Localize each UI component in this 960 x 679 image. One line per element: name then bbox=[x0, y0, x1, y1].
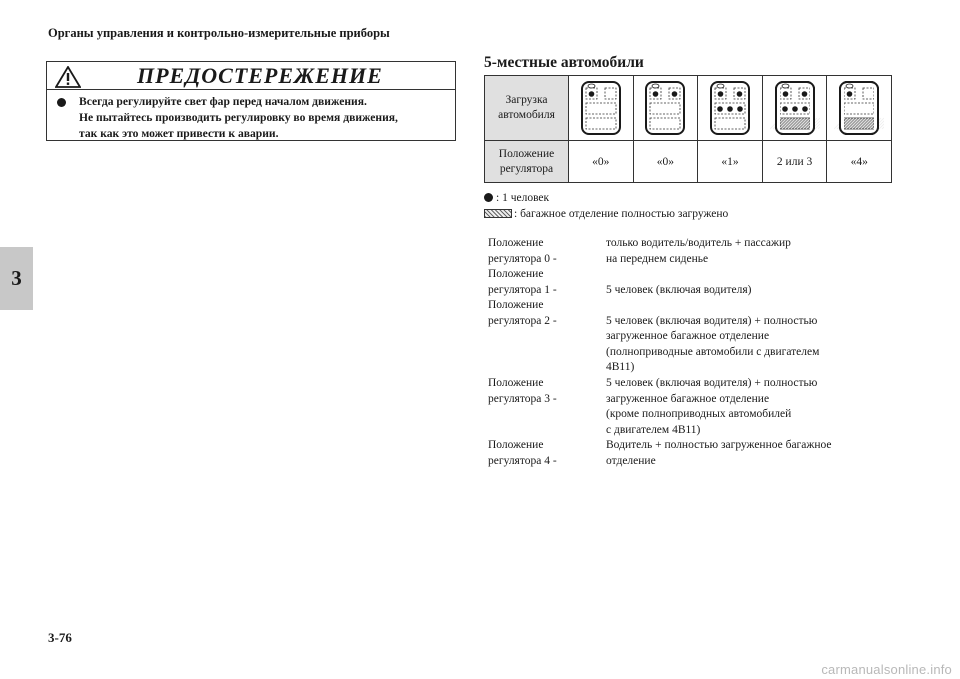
cargo-area bbox=[715, 118, 745, 129]
position-label-line: регулятора bbox=[499, 162, 554, 175]
position-value-line: на переднем сиденье bbox=[606, 252, 709, 265]
position-value-line: (кроме полноприводных автомобилей bbox=[606, 408, 792, 420]
position-value-text bbox=[606, 376, 896, 438]
position-value-line: только водитель/водитель + пассажир bbox=[606, 237, 791, 249]
occupant-dot bbox=[782, 91, 788, 97]
load-label-line: Загрузка bbox=[505, 94, 548, 106]
position-key-line: Положение bbox=[488, 377, 544, 389]
position-value-line: загруженное багажное отделение bbox=[606, 392, 770, 405]
seat-rear bbox=[586, 103, 616, 114]
page-number: 3-76 bbox=[48, 630, 72, 645]
position-key-line: регулятора 0 - bbox=[488, 252, 557, 265]
occupant-dot bbox=[792, 106, 798, 112]
cargo-area bbox=[650, 118, 680, 129]
position-value: 2 или 3 bbox=[762, 141, 827, 183]
position-value: «4» bbox=[827, 141, 892, 183]
position-value-line bbox=[606, 267, 896, 283]
car-load-diagram-icon bbox=[576, 80, 626, 136]
occupant-dot bbox=[653, 91, 659, 97]
position-value-text bbox=[606, 236, 896, 267]
occupant-dot bbox=[737, 106, 743, 112]
position-key bbox=[488, 376, 598, 407]
occupant-dot bbox=[672, 91, 678, 97]
car-cell bbox=[762, 76, 827, 141]
legend-person-text: : 1 человек bbox=[496, 192, 550, 204]
page-header: Органы управления и контрольно-измерительные приборы bbox=[48, 26, 390, 40]
position-key-line: регулятора 4 - bbox=[488, 454, 557, 467]
occupant-dot bbox=[727, 106, 733, 112]
position-value-text bbox=[606, 298, 896, 376]
car-load-diagram-icon bbox=[705, 80, 755, 136]
legend-cargo bbox=[484, 206, 728, 222]
car-cell bbox=[827, 76, 892, 141]
warning-title: ПРЕДОСТЕРЕЖЕНИЕ bbox=[137, 63, 383, 88]
chapter-tab: 3 bbox=[0, 247, 33, 310]
car-cell bbox=[569, 76, 634, 141]
position-key bbox=[488, 267, 598, 298]
watermark: carmanualsonline.info bbox=[821, 662, 952, 677]
position-value: «0» bbox=[633, 141, 698, 183]
person-dot-icon bbox=[484, 193, 493, 202]
warning-header bbox=[47, 62, 455, 90]
position-value-line: с двигателем 4B11) bbox=[606, 423, 701, 436]
warning-box bbox=[46, 61, 456, 141]
occupant-dot bbox=[847, 91, 853, 97]
steering-wheel-icon bbox=[846, 84, 853, 88]
occupant-dot bbox=[718, 91, 724, 97]
position-value-text bbox=[606, 438, 896, 469]
position-value-text bbox=[606, 267, 896, 298]
load-label-line: автомобиля bbox=[498, 109, 555, 121]
car-cell bbox=[698, 76, 763, 141]
position-key bbox=[488, 236, 598, 267]
occupant-dot bbox=[588, 91, 594, 97]
car-cell bbox=[633, 76, 698, 141]
steering-wheel-icon bbox=[652, 84, 659, 88]
warning-line: Всегда регулируйте свет фар перед началом движения. bbox=[79, 95, 367, 108]
position-key-line: Положение bbox=[488, 237, 544, 249]
load-label-cell bbox=[485, 76, 569, 141]
legend-cargo-text: : багажное отделение полностью загружено bbox=[514, 208, 729, 220]
position-label-line: Положение bbox=[498, 147, 555, 160]
warning-triangle-icon bbox=[55, 66, 81, 88]
warning-line: так как это может привести к аварии. bbox=[79, 127, 279, 140]
position-label-cell bbox=[485, 141, 569, 183]
car-body bbox=[646, 82, 684, 134]
occupant-dot bbox=[801, 91, 807, 97]
position-key bbox=[488, 438, 598, 469]
position-value-line: Водитель + полностью загруженное багажное bbox=[606, 439, 832, 451]
occupant-dot bbox=[717, 106, 723, 112]
position-value-line bbox=[606, 298, 896, 314]
occupant-dot bbox=[737, 91, 743, 97]
seat-front-right bbox=[863, 88, 874, 99]
cargo-hatch-icon bbox=[484, 209, 512, 218]
car-load-diagram-icon bbox=[834, 80, 884, 136]
occupant-dot bbox=[782, 106, 788, 112]
steering-wheel-icon bbox=[588, 84, 595, 88]
position-key-line: регулятора 2 - bbox=[488, 314, 557, 327]
legend bbox=[484, 190, 728, 222]
position-key bbox=[488, 298, 598, 329]
position-key-line: Положение bbox=[488, 439, 544, 451]
position-value-line: отделение bbox=[606, 454, 656, 467]
position-key-line: Положение bbox=[488, 299, 544, 311]
position-value-line: 5 человек (включая водителя) + полностью bbox=[606, 314, 818, 327]
car-body bbox=[582, 82, 620, 134]
steering-wheel-icon bbox=[782, 84, 789, 88]
position-value: «0» bbox=[569, 141, 634, 183]
position-value-line: (полноприводные автомобили с двигателем bbox=[606, 345, 820, 358]
position-value-line: 4B11) bbox=[606, 361, 635, 373]
position-value: «1» bbox=[698, 141, 763, 183]
position-key-line: регулятора 3 - bbox=[488, 392, 557, 405]
occupant-dot bbox=[802, 106, 808, 112]
legend-person bbox=[484, 190, 728, 206]
seat-rear bbox=[650, 103, 680, 114]
seat-front-right bbox=[605, 88, 616, 99]
car-load-diagram-icon bbox=[770, 80, 820, 136]
section-title: 5-местные автомобили bbox=[484, 54, 644, 71]
position-key-line: Положение bbox=[488, 268, 544, 280]
load-table bbox=[484, 75, 892, 183]
position-value-line: 5 человек (включая водителя) bbox=[606, 283, 752, 296]
warning-body bbox=[55, 94, 450, 142]
position-value-line: 5 человек (включая водителя) + полностью bbox=[606, 377, 818, 389]
position-value-line: загруженное багажное отделение bbox=[606, 330, 770, 342]
position-key-line: регулятора 1 - bbox=[488, 283, 557, 296]
cargo-area bbox=[586, 118, 616, 129]
steering-wheel-icon bbox=[717, 84, 724, 88]
bullet-icon bbox=[57, 98, 66, 107]
warning-line: Не пытайтесь производить регулировку во время движения, bbox=[79, 111, 398, 124]
seat-rear bbox=[844, 103, 874, 114]
car-load-diagram-icon bbox=[640, 80, 690, 136]
